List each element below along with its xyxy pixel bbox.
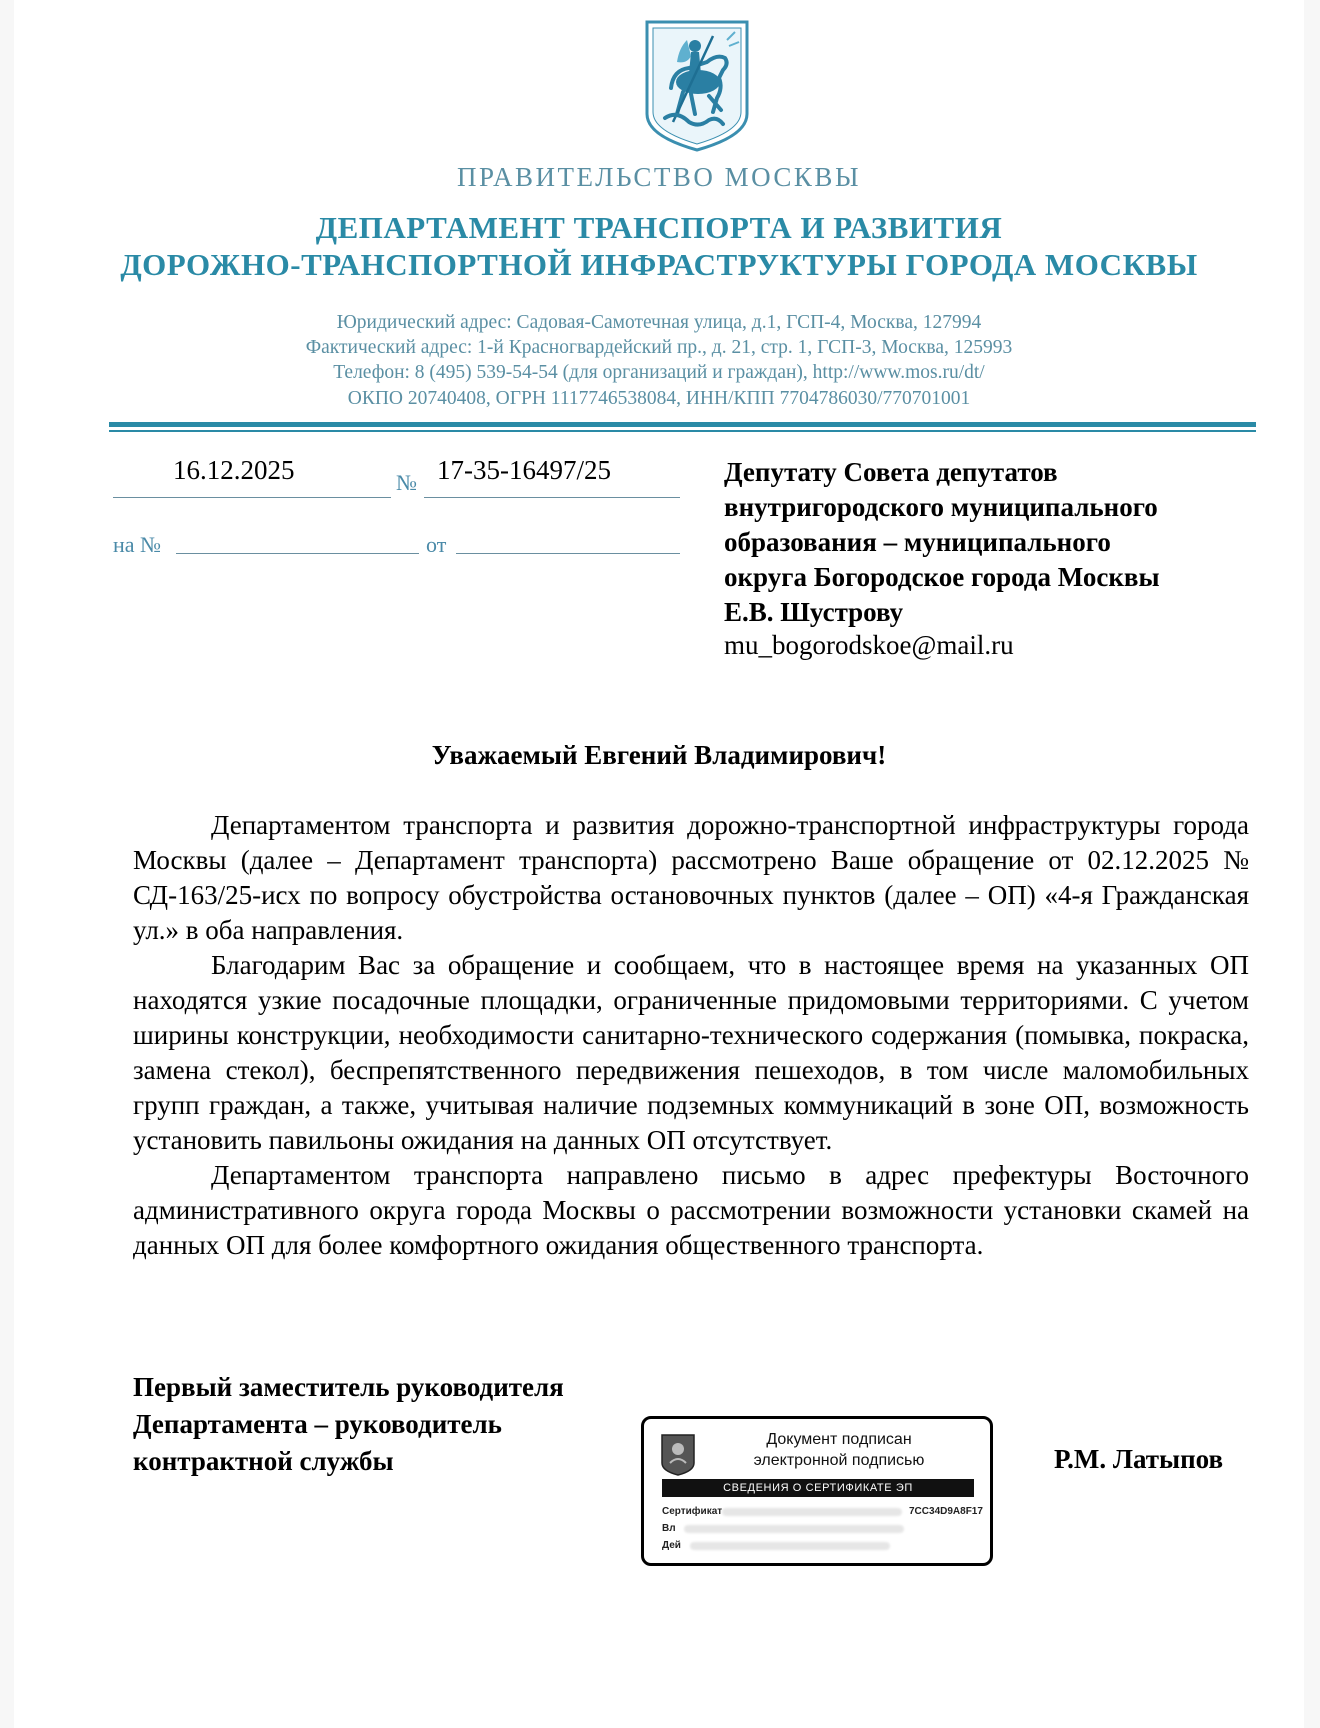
number-underline	[424, 497, 680, 498]
letter-page	[14, 0, 1304, 1728]
department-name-line1: ДЕПАРТАМЕНТ ТРАНСПОРТА И РАЗВИТИЯ	[315, 210, 1003, 245]
signer-position-line2: Департамента – руководитель	[133, 1409, 502, 1439]
signer-position-line1: Первый заместитель руководителя	[133, 1372, 564, 1402]
stamp-certificate-value: 7CC34D9A8F17	[909, 1506, 983, 1517]
header-divider-thick	[109, 422, 1256, 427]
stamp-certificate-header: СВЕДЕНИЯ О СЕРТИФИКАТЕ ЭП	[662, 1479, 974, 1497]
date-underline	[113, 497, 391, 498]
addressee-line4: округа Богородское города Москвы	[724, 562, 1160, 592]
stamp-redaction-2	[684, 1525, 904, 1533]
greeting: Уважаемый Евгений Владимирович!	[431, 740, 887, 770]
letter-body	[133, 808, 1249, 1263]
stamp-certificate-label: Сертификат	[662, 1506, 723, 1517]
addressee-block	[724, 455, 1294, 630]
department-name-line2: ДОРОЖНО-ТРАНСПОРТНОЙ ИНФРАСТРУКТУРЫ ГОРОДА МОСКВЫ	[120, 247, 1198, 282]
header-divider-thin	[109, 430, 1256, 432]
signer-position-line3: контрактной службы	[133, 1446, 394, 1476]
outgoing-date: 16.12.2025	[173, 455, 295, 485]
outgoing-number: 17-35-16497/25	[437, 455, 611, 485]
stamp-redaction-3	[690, 1542, 890, 1550]
legal-address: Юридический адрес: Садовая-Самотечная улица, д.1, ГСП-4, Москва, 127994	[336, 312, 982, 333]
signer-position	[133, 1369, 673, 1480]
signer-name: Р.М. Латыпов	[1054, 1444, 1224, 1474]
phone-line: Телефон: 8 (495) 539-54-54 (для организаций и граждан), http://www.mos.ru/dt/	[333, 362, 985, 383]
stamp-title-line2: электронной подписью	[753, 1452, 925, 1469]
addressee-line3: образования – муниципального	[724, 527, 1111, 557]
reply-date-underline	[456, 553, 680, 554]
paragraph-2: Благодарим Вас за обращение и сообщаем, что в настоящее время на указанных ОП находятся узкие посадочные площадки, ограниченные придомовыми территориями. С учетом ширины конструкции, необходимости санитарно-технического содержания (помывка, покраска, замена стекол), беспрепятственного передвижения пешеходов, в том числе маломобильных групп граждан, а также, учитывая наличие подземных коммуникаций в зоне ОП, возможность установить павильоны ожидания на данных ОП отсутствует.	[133, 950, 1249, 1155]
stamp-validity-label: Дей	[662, 1540, 681, 1551]
paragraph-1: Департаментом транспорта и развития дорожно-транспортной инфраструктуры города Москвы (далее – Департамент транспорта) рассмотрено Ваше обращение от 02.12.2025 № СД-163/25-исх по вопросу обустройства остановочных пунктов (далее – ОП) «4-я Гражданская ул.» в оба направления.	[133, 810, 1249, 945]
actual-address: Фактический адрес: 1-й Красногвардейский пр., д. 21, стр. 1, ГСП-3, Москва, 125993	[305, 337, 1013, 358]
moscow-coat-of-arms-icon	[643, 18, 751, 154]
addressee-name: Е.В. Шустрову	[724, 597, 904, 627]
stamp-owner-label: Вл	[662, 1523, 676, 1534]
paragraph-3: Департаментом транспорта направлено письмо в адрес префектуры Восточного административного округа города Москвы о рассмотрении возможности установки скамей на данных ОП для более комфортного ожидания общественного транспорта.	[133, 1160, 1249, 1260]
stamp-title-line1: Документ подписан	[766, 1431, 912, 1448]
addressee-email: mu_bogorodskoe@mail.ru	[724, 630, 1014, 660]
government-name: ПРАВИТЕЛЬСТВО МОСКВЫ	[456, 162, 861, 192]
stamp-redaction-1	[722, 1508, 902, 1516]
stamp-emblem-icon	[660, 1433, 696, 1477]
reply-number-underline	[176, 553, 419, 554]
addressee-line2: внутригородского муниципального	[724, 492, 1158, 522]
number-label: №	[396, 470, 417, 495]
electronic-signature-stamp	[641, 1416, 993, 1566]
registry-codes: ОКПО 20740408, ОГРН 1117746538084, ИНН/КПП 7704786030/770701001	[347, 388, 971, 409]
from-label: от	[426, 532, 447, 557]
reply-to-label: на №	[113, 532, 162, 557]
addressee-line1: Депутату Совета депутатов	[724, 457, 1058, 487]
